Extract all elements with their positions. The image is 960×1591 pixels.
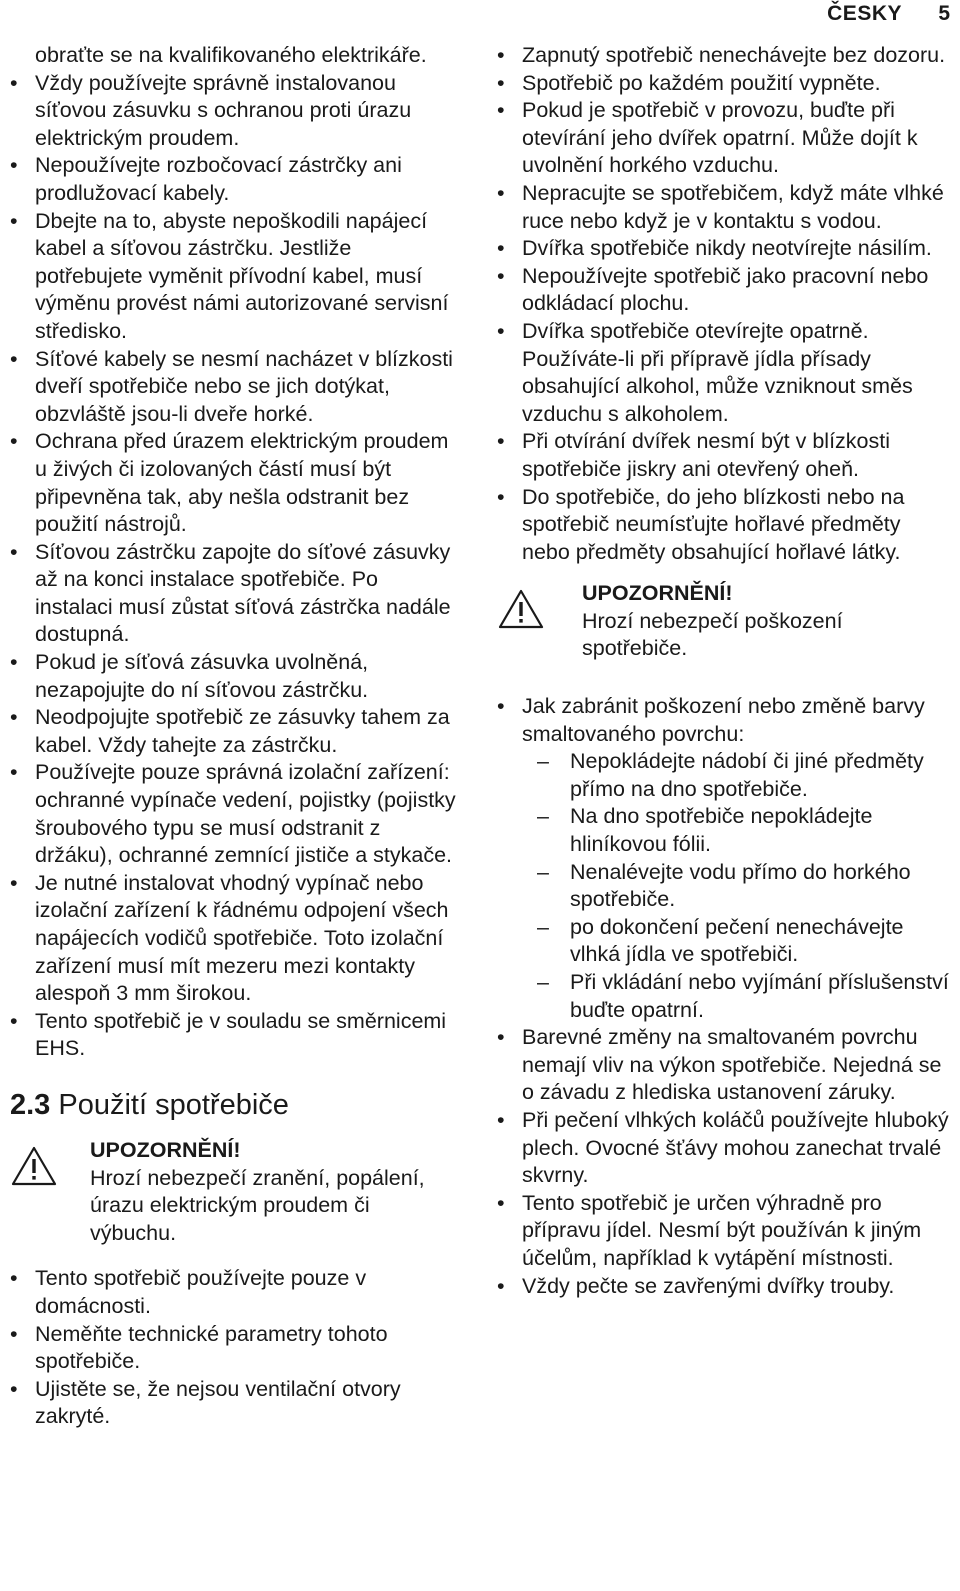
bullet-icon: • bbox=[497, 1273, 505, 1298]
list-item: • Dvířka spotřebiče nikdy neotvírejte násilím. bbox=[497, 235, 949, 263]
bullet-icon: • bbox=[10, 760, 18, 785]
bullet-icon: • bbox=[497, 43, 505, 67]
dash-icon: – bbox=[537, 804, 549, 829]
list-item: • Tento spotřebič je v souladu se směrnicemi EHS. bbox=[10, 1008, 447, 1061]
bullet-icon: • bbox=[10, 346, 18, 371]
bullet-icon: • bbox=[10, 70, 18, 95]
sub-list-item: – Při vkládání nebo vyjímání příslušenství buďte opatrní. bbox=[537, 970, 949, 1022]
dash-icon: – bbox=[537, 749, 549, 774]
list-item: • Je nutné instalovat vhodný vypínač nebo izolační zařízení k řádnému odpojení všech napájecích vodičů spotřebiče. Toto izolační zařízení musí mít mezeru mezi kontakty alespoň 3 mm širokou. bbox=[10, 870, 449, 1006]
bullet-icon: • bbox=[10, 705, 18, 730]
list-item: • Tento spotřebič používejte pouze v domácnosti. bbox=[10, 1266, 367, 1318]
list-item: • Při pečení vlhkých koláčů používejte hluboký plech. Ovocné šťávy mohou zanechat trvalé skvrny. bbox=[497, 1107, 949, 1188]
list-item: • Barevné změny na smaltovaném povrchu nemají vliv na výkon spotřebiče. Nejedná se o závadu z hlediska ustanovení záruky. bbox=[497, 1025, 942, 1105]
right-column bbox=[497, 42, 949, 1300]
list-item: • Jak zabránit poškození nebo změně barvy smaltovaného povrchu: bbox=[497, 694, 925, 746]
left-column bbox=[10, 42, 460, 1431]
list-item: • Neměňte technické parametry tohoto spotřebiče. bbox=[10, 1321, 388, 1374]
list-item: • Neodpojujte spotřebič ze zásuvky tahem za kabel. Vždy tahejte za zástrčku. bbox=[10, 705, 450, 757]
bullet-icon: • bbox=[497, 70, 505, 95]
dash-icon: – bbox=[537, 970, 549, 994]
list-item: • Ochrana před úrazem elektrickým proudem u živých či izolovaných částí musí být připevněna tak, aby nešla odstranit bez použití nástrojů. bbox=[10, 429, 449, 537]
list-item: • Dvířka spotřebiče otevírejte opatrně. Používáte-li při přípravě jídla přísady obsahující alkohol, může vzniknout směs vzduchu s alkoholem. bbox=[497, 318, 913, 426]
list-item: • Do spotřebiče, do jeho blízkosti nebo na spotřebič neumísťujte hořlavé předměty nebo předměty obsahující hořlavé látky. bbox=[497, 484, 905, 564]
bullet-icon: • bbox=[497, 694, 505, 719]
bullet-icon: • bbox=[10, 1376, 18, 1401]
bullet-icon: • bbox=[10, 650, 18, 675]
sub-list-item: – Nenalévejte vodu přímo do horkého spotřebiče. bbox=[537, 859, 911, 912]
bullet-icon: • bbox=[497, 484, 505, 509]
bullet-icon: • bbox=[497, 1107, 505, 1132]
section-heading bbox=[10, 1087, 460, 1123]
list-item: • Vždy používejte správně instalovanou síťovou zásuvku s ochranou proti úrazu elektrickým proudem. bbox=[10, 70, 412, 150]
bullet-icon: • bbox=[497, 236, 505, 261]
bullet-icon: • bbox=[10, 539, 18, 564]
bullet-icon: • bbox=[497, 1025, 505, 1050]
bullet-icon: • bbox=[10, 1008, 18, 1033]
list-item: • Pokud je síťová zásuvka uvolněná, nezapojujte do ní síťovou zástrčku. bbox=[10, 650, 369, 702]
warning-block bbox=[497, 580, 949, 663]
list-item: • Zapnutý spotřebič nenechávejte bez dozoru. bbox=[497, 42, 949, 70]
bullet-icon: • bbox=[10, 1266, 18, 1291]
list-item: • Nepracujte se spotřebičem, když máte vlhké ruce nebo když je v kontaktu s vodou. bbox=[497, 180, 944, 233]
bullet-icon: • bbox=[497, 180, 505, 205]
bullet-icon: • bbox=[497, 429, 505, 454]
list-item: • Používejte pouze správná izolační zařízení: ochranné vypínače vedení, pojistky (pojistky šroubového typu se musí odstranit z držáku), ochranné zemnící jističe a stykače. bbox=[10, 760, 456, 868]
warning-text: Hrozí nebezpečí zranění, popálení, úrazu elektrickým proudem či výbuchu. bbox=[90, 1165, 425, 1245]
bullet-icon: • bbox=[10, 870, 18, 895]
list-item: • Vždy pečte se zavřenými dvířky trouby. bbox=[497, 1273, 949, 1301]
warning-text: Hrozí nebezpečí poškození spotřebiče. bbox=[582, 608, 843, 661]
list-item: • Síťovou zástrčku zapojte do síťové zásuvky až na konci instalace spotřebiče. Po instalaci musí zůstat síťová zástrčka nadále dostupná. bbox=[10, 539, 451, 647]
list-item: • Pokud je spotřebič v provozu, buďte při otevírání jeho dvířek opatrní. Může dojít k uvolnění horkého vzduchu. bbox=[497, 98, 918, 178]
list-item: • Dbejte na to, abyste nepoškodili napájecí kabel a síťovou zástrčku. Jestliže potřebujete vyměnit přívodní kabel, musí výměnu provést námi autorizované servisní středisko. bbox=[10, 208, 449, 343]
list-item: • Tento spotřebič je určen výhradně pro přípravu jídel. Nesmí být používán k jiným účelům, například k vytápění místnosti. bbox=[497, 1190, 922, 1270]
bullet-icon: • bbox=[497, 98, 505, 123]
sub-list-item: – po dokončení pečení nenechávejte vlhká jídla ve spotřebiči. bbox=[537, 914, 904, 967]
list-item: • Spotřebič po každém použití vypněte. bbox=[497, 70, 949, 98]
section-number: 2.3 bbox=[10, 1088, 51, 1121]
section-title: Použití spotřebiče bbox=[58, 1088, 289, 1121]
bullet-icon: • bbox=[10, 153, 18, 178]
bullet-icon: • bbox=[10, 208, 18, 233]
list-item: • Síťové kabely se nesmí nacházet v blízkosti dveří spotřebiče nebo se jich dotýkat, obzvláště jsou-li dveře horké. bbox=[10, 346, 453, 426]
intro-continuation: obraťte se na kvalifikovaného elektrikáře. bbox=[35, 43, 427, 67]
bullet-icon: • bbox=[497, 1190, 505, 1215]
warning-block bbox=[10, 1137, 460, 1247]
list-item: • Při otvírání dvířek nesmí být v blízkosti spotřebiče jiskry ani otevřený oheň. bbox=[497, 429, 891, 481]
warning-title: UPOZORNĚNÍ! bbox=[90, 1137, 241, 1162]
sub-list-item: – Nepokládejte nádobí či jiné předměty přímo na dno spotřebiče. bbox=[537, 749, 924, 801]
bullet-icon: • bbox=[497, 263, 505, 288]
page-header bbox=[0, 0, 960, 28]
language-label: ČESKY bbox=[827, 2, 902, 25]
bullet-icon: • bbox=[10, 1321, 18, 1346]
dash-icon: – bbox=[537, 859, 549, 884]
warning-title: UPOZORNĚNÍ! bbox=[582, 581, 733, 606]
bullet-icon: • bbox=[10, 429, 18, 454]
warning-triangle-icon bbox=[10, 1145, 58, 1187]
bullet-icon: • bbox=[497, 318, 505, 343]
page-number: 5 bbox=[938, 2, 950, 25]
list-item: • Ujistěte se, že nejsou ventilační otvory zakryté. bbox=[10, 1376, 401, 1429]
warning-triangle-icon bbox=[497, 588, 545, 630]
dash-icon: – bbox=[537, 914, 549, 939]
sub-list-item: – Na dno spotřebiče nepokládejte hliníkovou fólii. bbox=[537, 804, 873, 857]
list-item: • Nepoužívejte spotřebič jako pracovní nebo odkládací plochu. bbox=[497, 263, 929, 316]
list-item: • Nepoužívejte rozbočovací zástrčky ani prodlužovací kabely. bbox=[10, 153, 402, 205]
